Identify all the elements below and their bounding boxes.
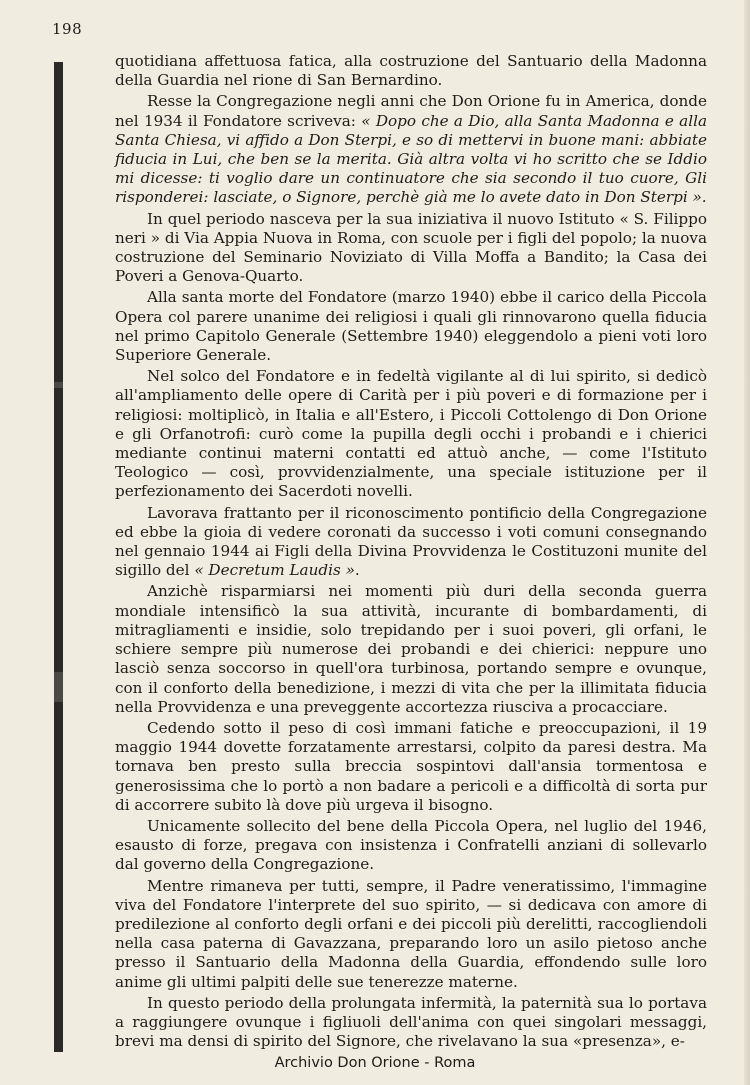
paragraph <box>115 994 707 1052</box>
footer-label: Archivio Don Orione - Roma <box>271 1055 480 1071</box>
binding-margin-bar <box>54 62 63 1052</box>
paragraph <box>115 582 707 716</box>
paragraph <box>115 288 707 365</box>
archive-footer <box>0 1055 750 1071</box>
page-edge <box>744 0 750 1085</box>
text-run: Cedendo sotto il peso di così immani fatiche e preoccupazioni, il 19 maggio 1944 dovette forzatamente arrestarsi, colpito da paresi destra. Ma tornava ben presto sulla breccia sospintovi dall'ansia tormentosa e generosissima che lo portò a non badare a pericoli e a difficoltà di sorta pur di accorrere subito là dove più urgeva il bisogno. <box>115 718 707 814</box>
paragraph <box>115 92 707 207</box>
text-run: Lavorava frattanto per il riconoscimento pontificio della Congregazione ed ebbe la gioia di vedere coronati da successo i voti comuni consegnando nel gennaio 1944 ai Figli della Divina Provvidenza le Costituzoni munite del sigillo del <box>115 503 707 580</box>
bar-segment <box>54 382 63 388</box>
paragraph <box>115 877 707 992</box>
text-run: In quel periodo nasceva per la sua iniziativa il nuovo Istituto « S. Filippo neri » di Via Appia Nuova in Roma, con scuole per i figli del popolo; la nuova costruzione del Seminario Noviziato di Villa Moffa a Bandito; la Casa dei Poveri a Genova-Quarto. <box>115 209 707 286</box>
text-run: quotidiana affettuosa fatica, alla costruzione del Santuario della Madonna della Guardia nel rione di San Bernardino. <box>115 52 707 90</box>
paragraph <box>115 719 707 815</box>
paragraph <box>115 504 707 581</box>
paragraph <box>115 210 707 287</box>
text-run: Resse la Congregazione negli anni che Don Orione fu in America, donde nel 1934 il Fondatore scriveva: <box>115 92 707 130</box>
italic-quote: « Dopo che a Dio, alla Santa Madonna e alla Santa Chiesa, vi affido a Don Sterpi, e so di mettervi in buone mani: abbiate fiducia in Lui, che ben se la merita. Già altra volta vi ho scritto che se Iddio mi dicesse: ti voglio dare un continuatore che sia secondo il tuo cuore, Gli risponderei: lasciate, o Signore, perchè già me lo avete dato in Don Sterpi ». <box>115 111 707 207</box>
page-number: 198 <box>52 20 83 38</box>
text-run: In questo periodo della prolungata infermità, la paternità sua lo portava a raggiungere ovunque i figliuoli dell'anima con quei singolari messaggi, brevi ma densi di spirito del Signore, che rivelavano la sua «presenza», e- <box>115 993 707 1051</box>
text-run: Unicamente sollecito del bene della Piccola Opera, nel luglio del 1946, esausto di forze, pregava con insistenza i Confratelli anziani di sollevarlo dal governo della Congregazione. <box>115 816 707 874</box>
body-text <box>115 52 707 1051</box>
text-run: . <box>354 561 360 580</box>
text-run: Anzichè risparmiarsi nei momenti più duri della seconda guerra mondiale intensificò la sua attività, incurante di bombardamenti, di mitragliamenti e insidie, solo trepidando per i suoi poveri, gli orfani, le schiere sempre più numerose dei probandi e dei chierici: neppure uno lasciò senza soccorso in quell'ora turbinosa, portando sempre e ovunque, con il conforto della benedizione, i mezzi di vita che per la illimitata fiducia nella Provvidenza e una preveggente accortezza riusciva a procacciare. <box>115 582 707 716</box>
text-run: Nel solco del Fondatore e in fedeltà vigilante al di lui spirito, si dedicò all'ampliamento delle opere di Carità per i più poveri e di formazione per i religiosi: moltiplicò, in Italia e all'Estero, i Piccoli Cottolengo di Don Orione e gli Orfanotrofi: curò come la pupilla degli occhi i probandi e i chierici mediante continui materni contatti ed attuò anche, — come l'Istituto Teologico — così, provvidenzialmente, una speciale istituzione per il perfezionamento dei Sacerdoti novelli. <box>115 367 707 501</box>
paragraph <box>115 817 707 875</box>
text-run: Alla santa morte del Fondatore (marzo 1940) ebbe il carico della Piccola Opera col parere unanime dei religiosi i quali gli rinnovarono quella fiducia nel primo Capitolo Generale (Settembre 1940) eleggendolo a pieni voti loro Superiore Generale. <box>115 288 707 365</box>
bar-segment <box>54 672 63 702</box>
paragraph <box>115 367 707 501</box>
text-run: Mentre rimaneva per tutti, sempre, il Padre veneratissimo, l'immagine viva del Fondatore l'interprete del suo spirito, — si dedicava con amore di predilezione al conforto degli orfani e dei piccoli più derelitti, raccogliendoli nella casa paterna di Gavazzana, preparando loro un asilo pietoso anche presso il Santuario della Madonna della Guardia, effondendo sulle loro anime gli ultimi palpiti delle sue tenerezze materne. <box>115 876 707 991</box>
italic-quote: « Decretum Laudis » <box>194 561 355 580</box>
paragraph <box>115 52 707 90</box>
